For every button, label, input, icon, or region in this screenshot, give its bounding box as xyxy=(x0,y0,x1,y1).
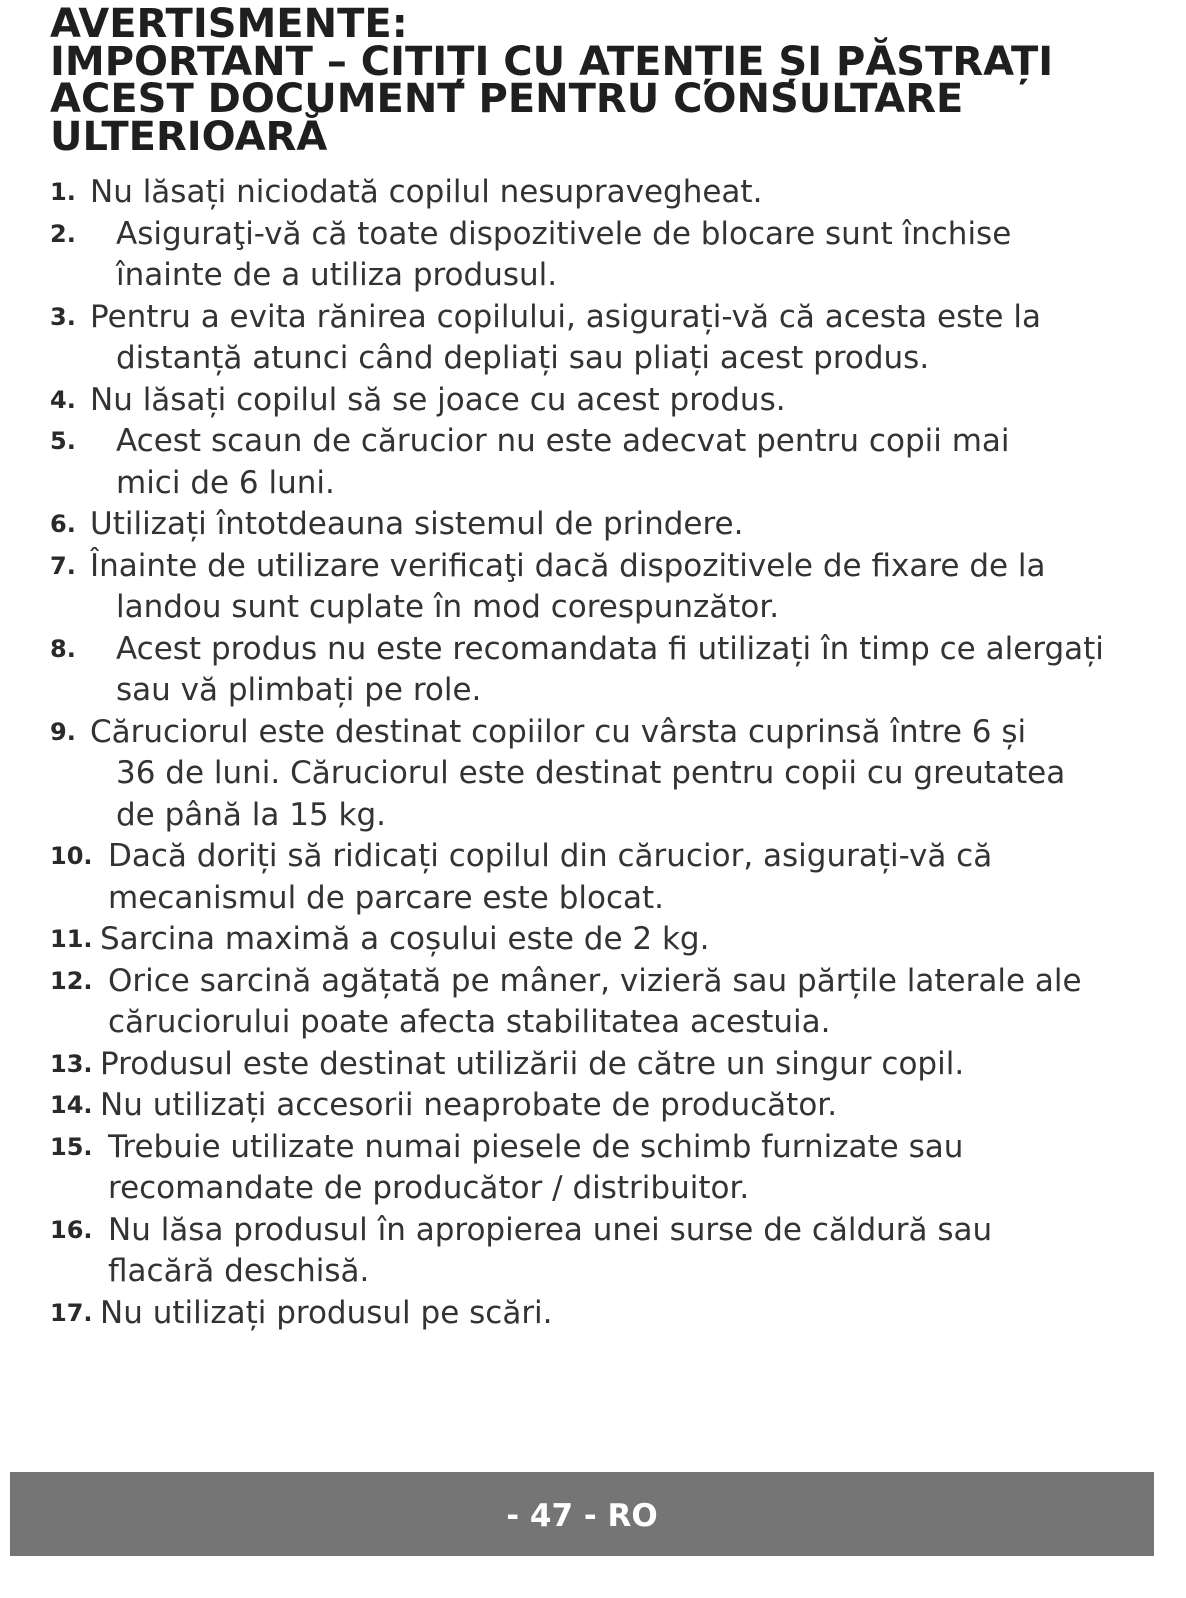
warning-text: Înainte de utilizare verificaţi dacă dispozitivele de fixare de la xyxy=(90,547,1046,584)
warning-number: 17. xyxy=(50,1298,93,1327)
warning-item xyxy=(50,1044,1150,1086)
warning-number: 8. xyxy=(50,634,76,663)
warning-text: Nu utilizați produsul pe scări. xyxy=(100,1294,553,1331)
warning-item xyxy=(50,1210,1150,1293)
warning-number: 4. xyxy=(50,385,76,414)
warning-text: Orice sarcină agățată pe mâner, vizieră sau părțile laterale ale xyxy=(108,962,1082,999)
warning-item xyxy=(50,172,1150,214)
warning-text: Dacă doriți să ridicați copilul din cărucior, asigurați-vă că xyxy=(108,838,993,874)
warning-item xyxy=(50,380,1150,422)
warning-number: 12. xyxy=(50,966,93,995)
warning-text: Pentru a evita rănirea copilului, asigurați-vă că acesta este la xyxy=(90,298,1041,335)
warning-number: 9. xyxy=(50,717,76,746)
warning-text: de până la 15 kg. xyxy=(116,796,387,833)
page-number: - 47 - RO xyxy=(506,1498,658,1534)
warning-text: mecanismul de parcare este blocat. xyxy=(108,879,665,916)
warning-text: Asiguraţi-vă că toate dispozitivele de blocare sunt închise xyxy=(116,215,1012,252)
warning-number: 14. xyxy=(50,1091,93,1119)
warning-item xyxy=(50,919,1150,961)
warning-text: căruciorului poate afecta stabilitatea acestuia. xyxy=(108,1004,831,1040)
warning-text: 36 de luni. Căruciorul este destinat pentru copii cu greutatea xyxy=(116,755,1066,791)
heading-line: IMPORTANT – CITIȚI CU ATENȚIE ȘI PĂSTRAȚI xyxy=(50,38,1054,85)
warning-number: 16. xyxy=(50,1215,93,1244)
warning-text: sau vă plimbați pe role. xyxy=(116,672,482,708)
warning-item xyxy=(50,1085,1150,1127)
warning-item xyxy=(50,546,1150,629)
warning-text: Acest scaun de cărucior nu este adecvat pentru copii mai xyxy=(116,423,1010,459)
heading-line: ACEST DOCUMENT PENTRU CONSULTARE xyxy=(50,76,964,122)
warning-item xyxy=(50,836,1150,919)
warning-text: Produsul este destinat utilizării de către un singur copil. xyxy=(100,1045,965,1082)
warning-number: 3. xyxy=(50,302,76,331)
warning-item xyxy=(50,504,1150,546)
heading-line: ULTERIOARĂ xyxy=(50,113,328,160)
warnings-heading xyxy=(50,1,1160,160)
warning-text: Acest produs nu este recomandata fi utilizați în timp ce alergați xyxy=(116,630,1104,667)
warning-item xyxy=(50,1127,1150,1210)
warning-item xyxy=(50,214,1150,297)
warning-text: Nu lăsați copilul să se joace cu acest produs. xyxy=(90,381,786,418)
warning-item xyxy=(50,421,1150,504)
page-footer xyxy=(10,1472,1154,1556)
warning-item xyxy=(50,961,1150,1044)
warning-number: 2. xyxy=(50,219,76,248)
warning-text: flacără deschisă. xyxy=(108,1253,370,1289)
warning-text: Nu lăsați niciodată copilul nesupravegheat. xyxy=(90,174,763,210)
warning-text: Căruciorul este destinat copiilor cu vârsta cuprinsă între 6 și xyxy=(90,713,1027,750)
warning-text: Sarcina maximă a coșului este de 2 kg. xyxy=(100,921,710,957)
warning-text: landou sunt cuplate în mod corespunzător. xyxy=(116,589,780,625)
warning-number: 6. xyxy=(50,510,76,538)
warning-number: 7. xyxy=(50,551,76,580)
warning-text: Nu utilizați accesorii neaprobate de producător. xyxy=(100,1087,838,1123)
warning-number: 11. xyxy=(50,925,93,953)
warning-text: recomandate de producător / distribuitor. xyxy=(108,1170,750,1206)
heading-line: AVERTISMENTE: xyxy=(50,1,408,47)
warning-text: mici de 6 luni. xyxy=(116,464,335,501)
warning-number: 13. xyxy=(50,1049,93,1078)
warning-text: Utilizați întotdeauna sistemul de prindere. xyxy=(90,506,744,542)
warning-number: 15. xyxy=(50,1132,93,1161)
warning-number: 10. xyxy=(50,842,93,870)
warning-item xyxy=(50,1293,1150,1335)
warning-text: înainte de a utiliza produsul. xyxy=(116,257,558,293)
warning-item xyxy=(50,629,1150,712)
warning-number: 5. xyxy=(50,427,76,455)
warning-text: Trebuie utilizate numai piesele de schimb furnizate sau xyxy=(108,1128,964,1165)
warnings-list xyxy=(50,172,1150,1334)
warning-text: Nu lăsa produsul în apropierea unei surse de căldură sau xyxy=(108,1211,993,1248)
warning-text: distanță atunci când depliați sau pliați acest produs. xyxy=(116,340,930,376)
warning-item xyxy=(50,712,1150,837)
warning-number: 1. xyxy=(50,178,76,206)
warning-item xyxy=(50,297,1150,380)
